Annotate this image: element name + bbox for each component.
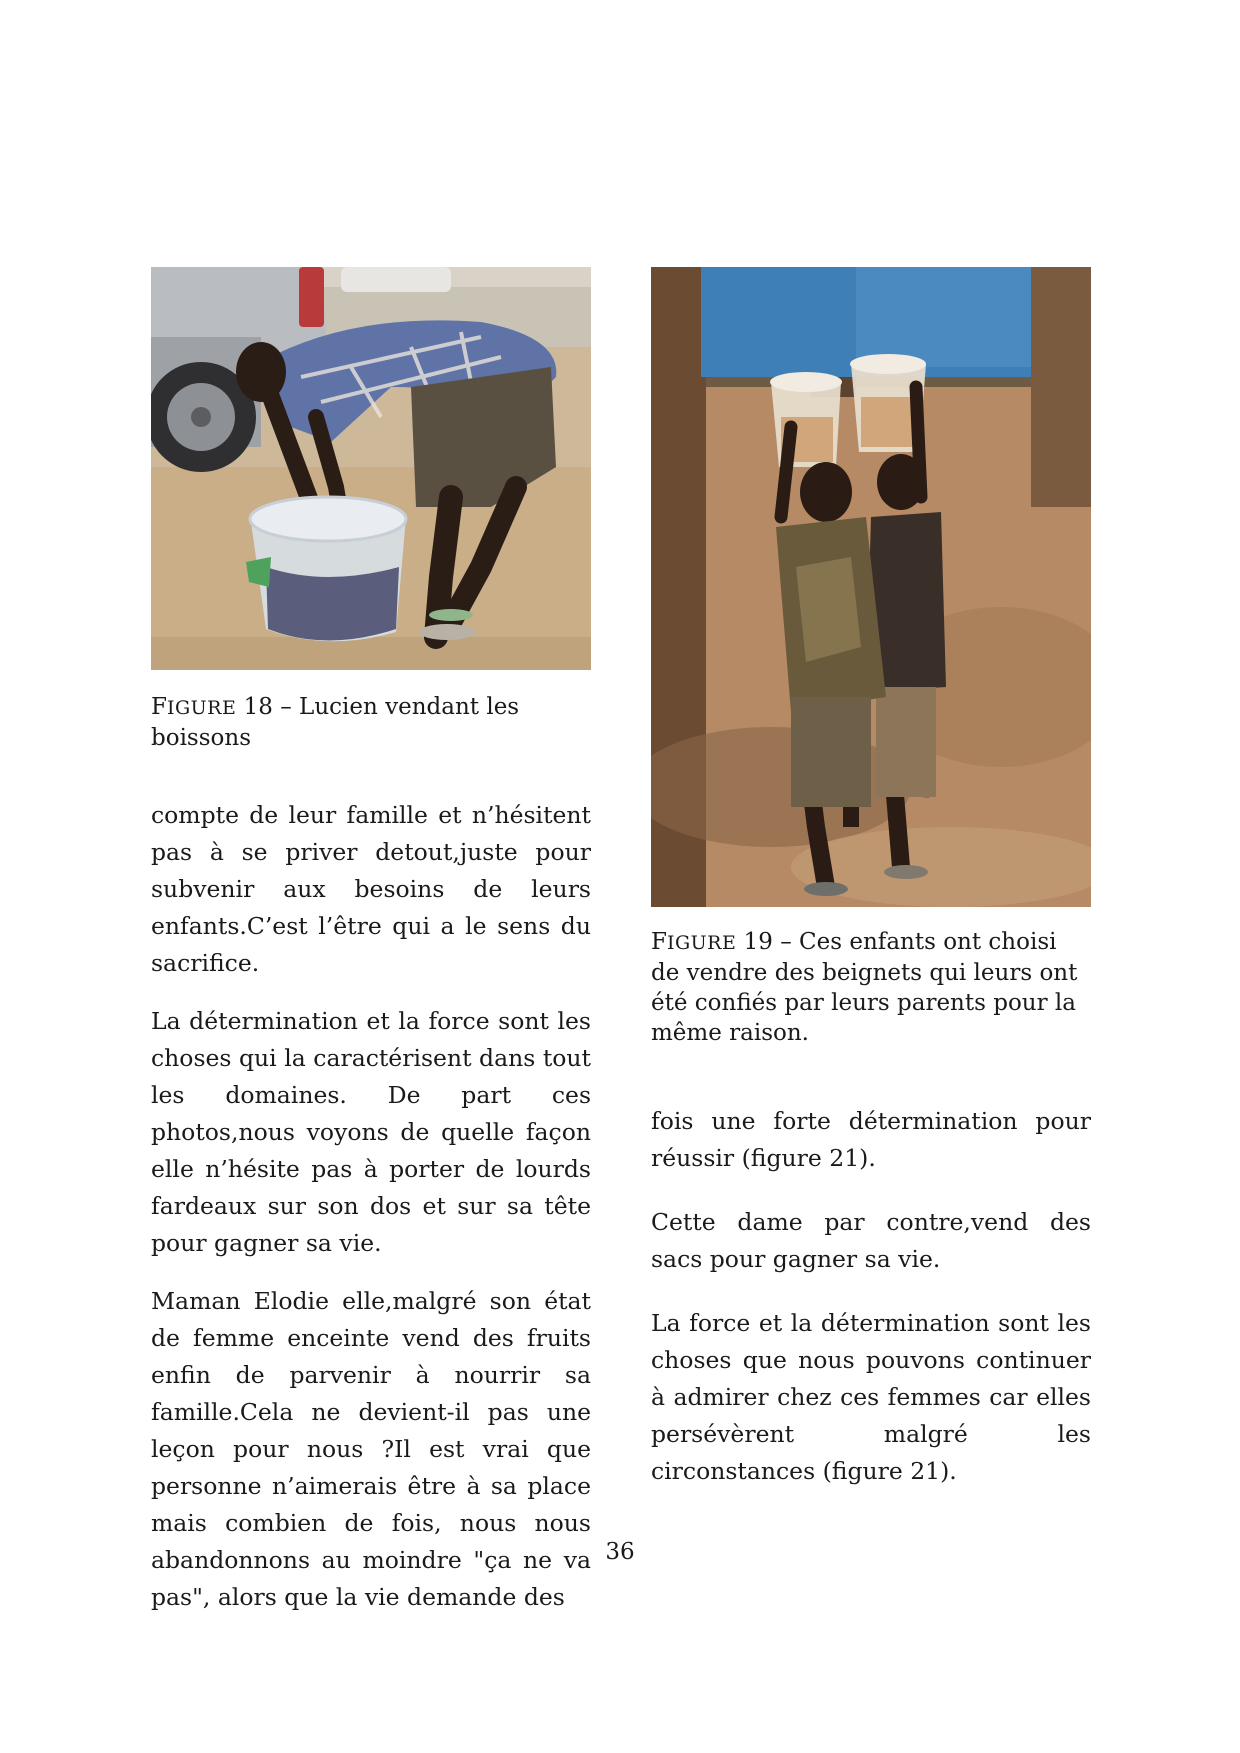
- figure-19-image: [651, 267, 1091, 907]
- left-paragraph-3: Maman Elodie elle,malgré son état de femme enceinte vend des fruits enfin de parvenir à nourrir sa famille.Cela ne devient-il pas une leçon pour nous ?Il est vrai que personne n’aimerais être à sa place mais combien de fois, nous nous abandonnons au moindre "ça ne va pas", alors que la vie demande des: [151, 1287, 591, 1611]
- page-number: 36: [605, 1539, 635, 1565]
- left-column: [151, 267, 591, 1616]
- figure-18-photo: [151, 267, 591, 670]
- left-paragraph-1: compte de leur famille et n’hésitent pas à se priver detout,juste pour subvenir aux besoins de leurs enfants.C’est l’être qui a le sens du sacrifice.: [151, 801, 591, 977]
- right-paragraph-2: Cette dame par contre,vend des sacs pour gagner sa vie.: [651, 1208, 1091, 1273]
- right-paragraph-3: La force et la détermination sont les choses que nous pouvons continuer à admirer chez ces femmes car elles persévèrent malgré les circonstances (figure 21).: [651, 1309, 1091, 1485]
- right-column: [651, 267, 1091, 1490]
- figure-19-photo: [651, 267, 1091, 907]
- figure-18-image: [151, 267, 591, 670]
- figure-18-caption: FIGURE 18 – Lucien vendant les boissons: [151, 694, 520, 751]
- figure-19-caption: FIGURE 19 – Ces enfants ont choisi de vendre des beignets qui leurs ont été confiés par leurs parents pour la même raison.: [651, 929, 1078, 1046]
- left-paragraph-2: La détermination et la force sont les choses qui la caractérisent dans tout les domaines. De part ces photos,nous voyons de quelle façon elle n’hésite pas à porter de lourds fardeaux sur son dos et sur sa tête pour gagner sa vie.: [151, 1007, 591, 1257]
- right-paragraph-1: fois une forte détermination pour réussir (figure 21).: [651, 1107, 1091, 1172]
